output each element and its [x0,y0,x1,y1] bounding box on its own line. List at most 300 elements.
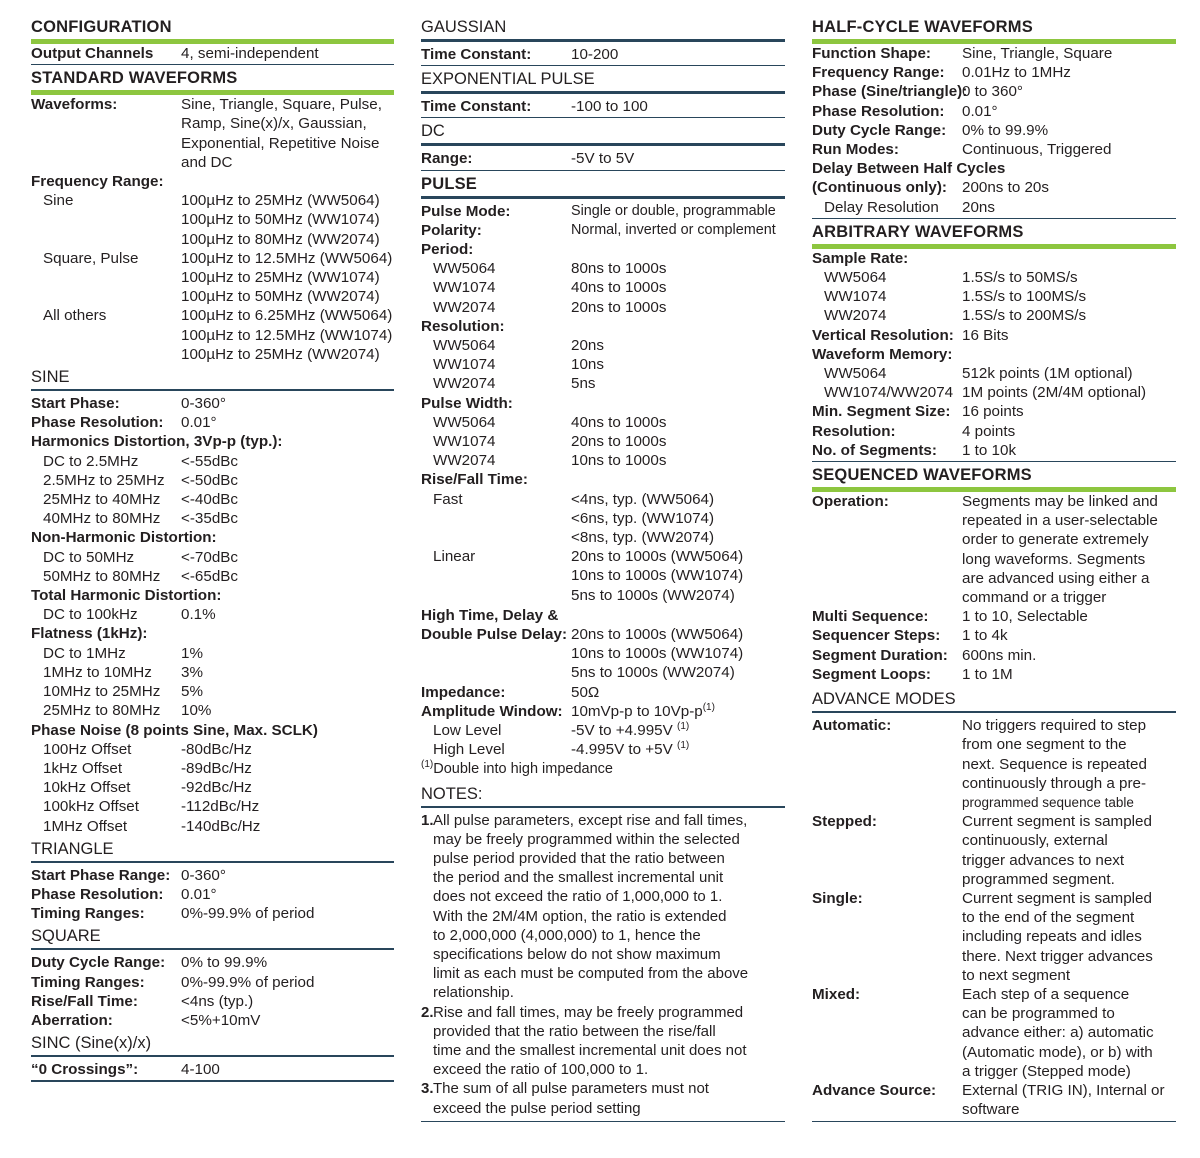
footnote-mark: (1) [702,701,715,713]
spec-value: 20ns to 1000s [571,433,667,451]
spec-label: Vertical Resolution: [812,326,954,344]
spec-row [812,121,1176,140]
spec-row [421,317,785,336]
spec-label: WW2074 [433,375,496,393]
spec-value: Normal, inverted or complement [571,221,776,238]
spec-label: Amplitude Window: [421,702,563,720]
spec-value: <-50dBc [181,471,238,489]
square-rows [31,953,394,1030]
spec-value: 0%-99.9% of period [181,973,315,991]
spec-row [31,509,394,528]
column-3 [812,16,1176,1124]
dark-rule [31,1055,394,1057]
triangle-rows [31,866,394,924]
spec-value: 20ns [571,337,604,355]
spec-row [31,95,394,172]
spec-value: 512k points (1M optional) [962,365,1133,383]
auto-text: No triggers required to step from one segment to the next. Sequence is repeated continuously through a pre- [962,717,1147,792]
spec-row [31,663,394,682]
spec-row [31,471,394,490]
section-title: STANDARD WAVEFORMS [31,69,238,88]
spec-row [31,624,394,643]
spec-row [31,721,394,740]
spec-value: <4ns, typ. (WW5064) <6ns, typ. (WW1074) <8ns, typ. (WW2074) [571,490,715,547]
phase-noise-rows [31,740,394,836]
section-notes [421,783,785,1122]
spec-value: Sine, Triangle, Square, Pulse, Ramp, Sine(x)/x, Gaussian, Exponential, Repetitive Noise and DC [181,96,382,171]
spec-label: WW2074 [433,298,496,316]
pulse-width-rows [421,413,785,471]
section-pulse [421,173,785,779]
spec-label: Pulse Width: [421,394,513,412]
spec-label: Advance Source: [812,1081,937,1099]
spec-row [812,646,1176,665]
section-square [31,925,394,1030]
spec-row [421,683,785,702]
spec-label: Impedance: [421,683,506,701]
spec-row [421,740,785,759]
divider [31,1080,394,1082]
spec-value: 0.1% [181,606,216,624]
footnote-text: Double into high impedance [433,760,613,777]
spec-row [812,889,1176,985]
spec-label: Polarity: [421,221,482,239]
spec-row [31,172,394,191]
arbitrary-rows [812,402,1176,460]
spec-value: Current segment is sampled continuously, external trigger advances to next programmed segment. [962,813,1152,888]
spec-value: 80ns to 1000s [571,260,667,278]
spec-value: 16 points [962,403,1024,421]
spec-row [31,973,394,992]
dark-rule [812,711,1176,713]
section-title: PULSE [421,174,478,193]
spec-label: 100Hz Offset [43,740,132,758]
spec-label: “0 Crossings”: [31,1061,139,1079]
spec-label: High Time, Delay & [421,606,559,624]
spec-row [31,1060,394,1079]
spec-row [812,140,1176,159]
spec-value: 0.01° [181,885,217,903]
spec-label: Min. Segment Size: [812,403,951,421]
spec-value: 100µHz to 12.5MHz (WW5064) 100µHz to 25MHz (WW1074) 100µHz to 50MHz (WW2074) [181,249,393,306]
spec-label: WW5064 [824,269,887,287]
note-text: The sum of all pulse parameters must not exceed the pulse period setting [433,1080,709,1117]
spec-row [31,605,394,624]
spec-label: Aberration: [31,1011,113,1029]
spec-label: Segment Loops: [812,665,931,683]
spec-value: <5%+10mV [181,1011,261,1029]
spec-label: 40MHz to 80MHz [43,510,161,528]
spec-value: Sine, Triangle, Square [962,45,1113,62]
spec-label: Phase Resolution: [31,885,164,903]
section-title: GAUSSIAN [421,18,507,36]
spec-label: WW5064 [433,337,496,355]
spec-row [812,812,1176,889]
section-title: HALF-CYCLE WAVEFORMS [812,18,1033,36]
section-sine [31,366,394,836]
column-2 [421,16,785,1124]
spec-row [31,740,394,759]
spec-value: 5ns [571,375,596,393]
spec-row [421,45,785,64]
spec-row [31,394,394,413]
divider [812,218,1176,219]
spec-label: High Level [433,741,505,759]
footnote-mark: (1) [421,758,434,770]
spec-row [421,259,785,278]
spec-row [31,778,394,797]
spec-row [31,797,394,816]
spec-row [421,202,785,221]
harmonics-rows [31,452,394,529]
spec-row [31,452,394,471]
spec-value: -89dBc/Hz [181,759,252,777]
spec-row [812,422,1176,441]
spec-value: 0.01° [181,414,217,432]
spec-label: 2.5MHz to 25MHz [43,471,165,489]
spec-row [31,817,394,836]
spec-value: 200ns to 20s [962,179,1049,197]
note-number: 2. [421,1003,434,1021]
spec-value: 1 to 10k [962,441,1017,459]
note-number: 3. [421,1080,434,1098]
spec-value: Segments may be linked and repeated in a user-selectable order to generate extremely long waveforms. Segments are advanced using either a command or a trigger [962,493,1158,607]
spec-value: 1% [181,644,203,662]
section-half-cycle [812,16,1176,219]
spec-value: 4 points [962,422,1016,440]
section-sequenced [812,464,1176,684]
spec-row [31,586,394,605]
spec-row [421,336,785,355]
spec-row [31,306,394,364]
spec-row [31,701,394,720]
section-title: ADVANCE MODES [812,690,956,709]
spec-value: 1M points (2M/4M optional) [962,384,1147,402]
spec-label: 25MHz to 40MHz [43,491,161,509]
section-title: NOTES: [421,784,483,803]
section-advance-modes [812,688,1176,1122]
spec-label: Frequency Range: [812,64,945,82]
notes-list [421,811,785,1118]
spec-label: Total Harmonic Distortion: [31,587,222,605]
dark-rule [421,196,785,199]
section-title: ARBITRARY WAVEFORMS [812,222,1024,241]
spec-label: Non-Harmonic Distortion: [31,529,217,547]
spec-label: Phase Noise (8 points Sine, Max. SCLK) [31,721,318,739]
spec-value: 10ns to 1000s [571,452,667,470]
spec-value: -100 to 100 [571,98,648,116]
spec-label: Operation: [812,493,889,511]
spec-row [421,355,785,374]
spec-label: Stepped: [812,813,877,831]
spec-value: 50Ω [571,683,600,701]
spec-label: Flatness (1kHz): [31,625,148,643]
spec-label: WW1074 [824,288,887,306]
spec-row [31,548,394,567]
spec-value [571,721,689,740]
spec-label: Double Pulse Delay: [421,626,568,644]
column-1 [31,16,394,1084]
spec-label: Duty Cycle Range: [812,121,947,139]
section-triangle [31,838,394,924]
spec-row [421,298,785,317]
resolution-rows [421,336,785,394]
spec-value: 10-200 [571,46,619,63]
amp-value-text: 10mVp-p to 10Vp-p [571,702,703,720]
spec-row [812,345,1176,364]
spec-label: Pulse Mode: [421,202,511,220]
spec-label: (Continuous only): [812,179,947,197]
note-item [421,1003,785,1080]
spec-row [421,240,785,259]
spec-label: Period: [421,241,474,259]
spec-row [812,985,1176,1081]
spec-label: WW5064 [824,365,887,383]
spec-value: 20ns to 1000s (WW5064) 10ns to 1000s (WW1074) 5ns to 1000s (WW2074) [571,626,744,682]
spec-value: Continuous, Triggered [962,141,1112,159]
spec-row [31,567,394,586]
spec-label: All others [43,307,107,325]
spec-label: WW2074 [433,452,496,470]
divider [812,461,1176,462]
spec-label: WW5064 [433,413,496,431]
spec-label: WW5064 [433,260,496,278]
spec-row [812,44,1176,63]
spec-row [421,451,785,470]
note-number: 1. [421,811,434,829]
section-title: DC [421,122,445,141]
spec-label: Phase (Sine/triangle): [812,83,968,101]
spec-value: 0% to 99.9% [962,121,1049,139]
spec-row [812,626,1176,645]
spec-value: <4ns (typ.) [181,992,254,1010]
spec-value: 1.5S/s to 200MS/s [962,307,1087,325]
section-title: SQUARE [31,927,101,946]
section-exponential [421,68,785,118]
spec-value: 10ns [571,356,604,374]
spec-label: DC to 100kHz [43,606,138,624]
spec-label: 10kHz Offset [43,779,131,797]
spec-label: Time Constant: [421,46,532,63]
spec-row [421,278,785,297]
spec-label: Harmonics Distortion, 3Vp-p (typ.): [31,433,283,451]
spec-row [31,490,394,509]
non-harmonic-rows [31,548,394,586]
spec-value: -140dBc/Hz [181,817,261,835]
spec-label: Frequency Range: [31,173,164,191]
spec-row [31,528,394,547]
auto-text-small: programmed sequence table [962,794,1134,810]
flatness-rows [31,644,394,721]
spec-value: 10% [181,702,212,720]
spec-label: Phase Resolution: [812,102,945,120]
spec-value: Each step of a sequence can be programmed to advance either: a) automatic (Automatic mode), or b) with a trigger (Stepped mode) [962,985,1154,1080]
spec-label: 1MHz to 10MHz [43,663,152,681]
footnote-mark: (1) [676,721,690,733]
spec-value [571,740,689,759]
spec-value: 5% [181,683,203,701]
spec-label: Sample Rate: [812,249,909,267]
spec-value: 0-360° [181,866,226,884]
spec-label: Time Constant: [421,98,532,116]
spec-label: DC to 50MHz [43,548,135,566]
spec-row [31,992,394,1011]
spec-row [812,63,1176,82]
section-title: SINC (Sine(x)/x) [31,1034,152,1053]
spec-value: 4, semi-independent [181,45,319,62]
spec-value: 3% [181,663,203,681]
spec-label: 100kHz Offset [43,798,139,816]
spec-value: <-70dBc [181,548,238,566]
spec-row [421,394,785,413]
spec-row [31,682,394,701]
spec-row [812,364,1176,383]
spec-row [812,326,1176,345]
spec-value: External (TRIG IN), Internal or software [962,1081,1165,1119]
spec-label: Automatic: [812,717,892,735]
spec-value: -5V to 5V [571,150,635,168]
half-cycle-rows [812,44,1176,159]
divider [421,1121,785,1122]
section-arbitrary [812,221,1176,462]
section-title: EXPONENTIAL PULSE [421,70,595,89]
section-gaussian [421,16,785,66]
note-item [421,1079,785,1117]
spec-row [812,268,1176,287]
spec-label: Fast [433,490,463,508]
spec-value: 600ns min. [962,646,1037,664]
spec-label: 10MHz to 25MHz [43,683,161,701]
spec-label: Linear [433,548,476,566]
spec-label: Rise/Fall Time: [421,471,528,489]
dark-rule [421,806,785,808]
spec-label: 1kHz Offset [43,759,123,777]
spec-label: Rise/Fall Time: [31,992,138,1010]
spec-row [421,490,785,548]
spec-label: Range: [421,150,473,168]
spec-row [31,885,394,904]
spec-label: Resolution: [812,422,896,440]
spec-value: 1.5S/s to 50MS/s [962,269,1078,287]
section-dc [421,120,785,170]
spec-value: -80dBc/Hz [181,740,252,758]
memory-rows [812,364,1176,402]
spec-label: WW1074 [433,356,496,374]
spec-value: 40ns to 1000s [571,279,667,297]
spec-label: 1MHz Offset [43,817,128,835]
spec-label: Single: [812,889,863,907]
high-level-text: -4.995V to +5V [571,741,673,759]
spec-row [421,221,785,240]
spec-label: Phase Resolution: [31,414,164,432]
spec-row [421,374,785,393]
divider [421,117,785,118]
spec-row [421,413,785,432]
spec-value [962,716,1147,812]
spec-row [31,249,394,307]
spec-row [421,606,785,625]
spec-value: 20ns to 1000s [571,298,667,316]
period-rows [421,259,785,317]
dark-rule [31,948,394,950]
spec-value: 16 Bits [962,326,1009,344]
dark-rule [421,143,785,146]
divider [421,170,785,171]
spec-value: 0 to 360° [962,83,1023,101]
spec-value: 100µHz to 6.25MHz (WW5064) 100µHz to 12.5MHz (WW1074) 100µHz to 25MHz (WW2074) [181,307,393,363]
spec-label: Sequencer Steps: [812,627,941,645]
dark-rule [31,389,394,391]
spec-label: 50MHz to 80MHz [43,567,161,585]
spec-row [421,721,785,740]
spec-row [421,625,785,683]
section-title: TRIANGLE [31,839,114,858]
spec-label: WW1074 [433,279,496,297]
spec-row [812,402,1176,421]
spec-row [812,178,1176,197]
spec-label: Function Shape: [812,45,931,62]
spec-row [812,287,1176,306]
spec-label: WW1074 [433,433,496,451]
spec-row [812,607,1176,626]
spec-value: 40ns to 1000s [571,413,667,431]
dark-rule [421,39,785,42]
dark-rule [31,861,394,863]
spec-row [812,1081,1176,1119]
spec-row [421,97,785,116]
spec-label: Resolution: [421,317,505,335]
spec-label: No. of Segments: [812,441,937,459]
spec-value: 20ns [962,198,995,216]
section-sinc [31,1032,394,1082]
spec-label: Delay Between Half Cycles [812,160,1006,178]
section-configuration [31,16,394,65]
spec-row [421,149,785,168]
note-item [421,811,785,1003]
spec-value: 20ns to 1000s (WW5064) 10ns to 1000s (WW1074) 5ns to 1000s (WW2074) [571,548,744,604]
spec-label: 25MHz to 80MHz [43,702,161,720]
spec-label: Run Modes: [812,141,899,159]
spec-row [812,383,1176,402]
spec-row [31,413,394,432]
spec-label: Timing Ranges: [31,905,145,923]
spec-row [421,547,785,605]
section-title: SINE [31,368,70,387]
footnote-mark: (1) [676,740,690,752]
low-level-text: -5V to +4.995V [571,722,673,740]
spec-label: Multi Sequence: [812,608,929,626]
spec-row [812,441,1176,460]
spec-value: 1 to 1M [962,665,1013,683]
spec-value: <-40dBc [181,491,238,509]
spec-label: Start Phase Range: [31,866,171,884]
spec-label: Mixed: [812,985,861,1003]
spec-row [812,249,1176,268]
spec-value: 0% to 99.9% [181,954,268,972]
spec-label: Delay Resolution [824,198,939,216]
spec-value: <-35dBc [181,510,238,528]
spec-row [812,159,1176,178]
spec-label: Waveform Memory: [812,345,953,363]
section-title: CONFIGURATION [31,18,172,36]
spec-label: Square, Pulse [43,249,139,267]
note-text: All pulse parameters, except rise and fall times, may be freely programmed within the selected pulse period provided that the ratio between the period and the smallest incremental unit does not exceed the ratio of 1,000,000 to 1. With the 2M/4M option, the ratio is extended to 2,000,000 (4,000,000) to 1, hence the specifications below do not show maximum limit as each must be computed from the above relationship. [433,811,749,1002]
spec-row [421,432,785,451]
spec-row [31,759,394,778]
spec-value: 0.01° [962,102,998,120]
spec-row [812,102,1176,121]
spec-row [421,702,785,721]
